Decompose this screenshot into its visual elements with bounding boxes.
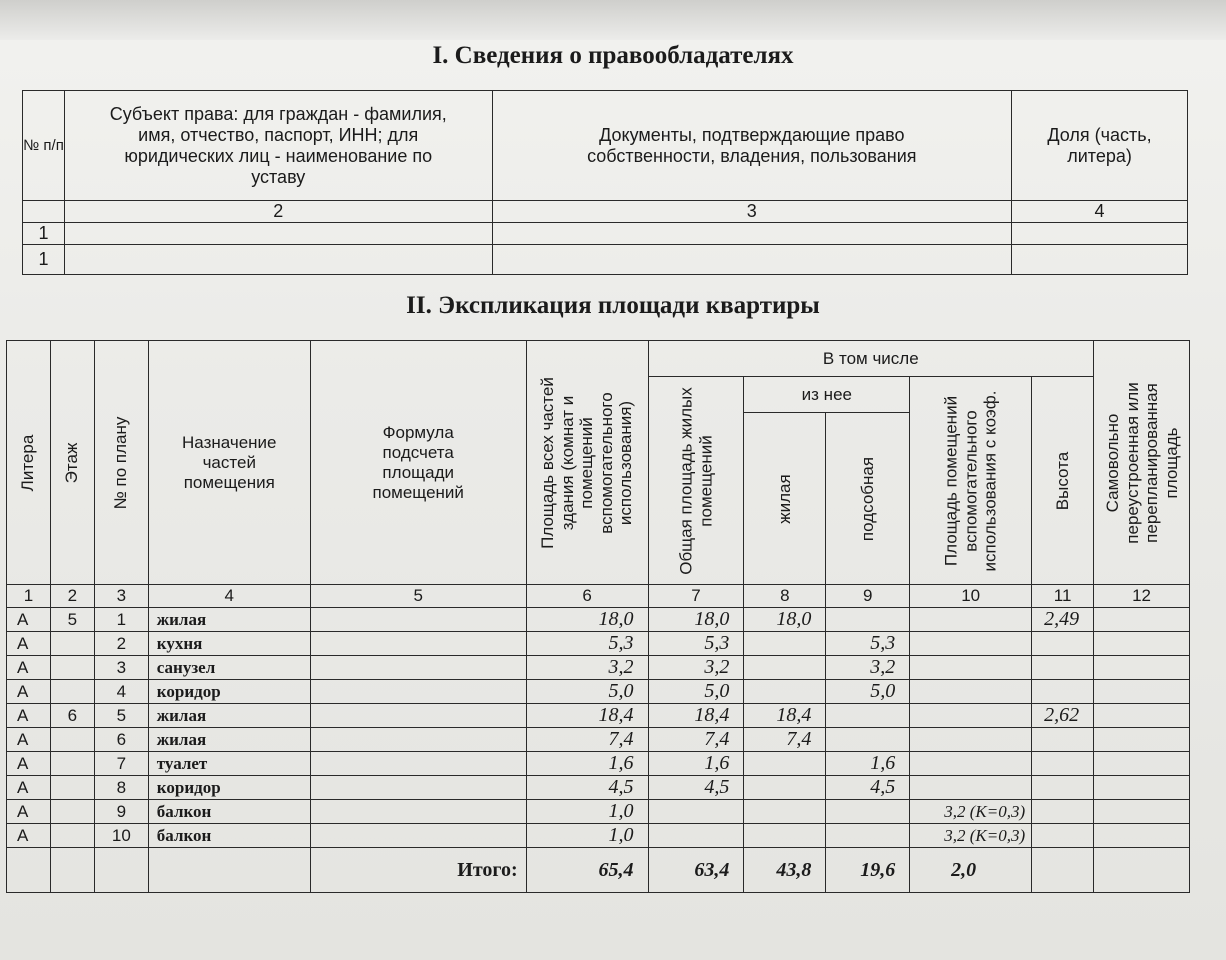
cell-purpose: кухня: [148, 632, 310, 656]
cell-rebuilt: [1094, 728, 1190, 752]
colnum: 9: [826, 585, 910, 608]
cell-height: [1032, 656, 1094, 680]
cell-aux-area: [910, 680, 1032, 704]
cell-aux-area: [910, 608, 1032, 632]
cell-litera: А: [7, 752, 51, 776]
header-documents: Документы, подтверждающие право собственности, владения, пользования: [492, 91, 1012, 201]
cell-formula: [310, 776, 526, 800]
header-total-living: Общая площадь жилых помещений: [648, 377, 744, 585]
explication-table: [6, 340, 1190, 893]
cell-aux-area: 3,2 (K=0,3): [910, 824, 1032, 848]
colnum: 2: [50, 585, 94, 608]
table-row: [7, 776, 1190, 800]
cell-total: 5,3: [648, 632, 744, 656]
cell-total: 3,2: [648, 656, 744, 680]
cell-area: 1,0: [526, 800, 648, 824]
cell-living: [744, 632, 826, 656]
cell-no: 1: [94, 608, 148, 632]
colnum: 11: [1032, 585, 1094, 608]
cell-rebuilt: [1094, 776, 1190, 800]
table-row: [7, 632, 1190, 656]
cell-formula: [310, 608, 526, 632]
cell-floor: [50, 752, 94, 776]
cell-area: 18,0: [526, 608, 648, 632]
cell-area: 1,0: [526, 824, 648, 848]
cell-no: 6: [94, 728, 148, 752]
cell-no: 2: [94, 632, 148, 656]
cell-area: 1,6: [526, 752, 648, 776]
cell-rebuilt: [1094, 800, 1190, 824]
header-auxiliary: подсобная: [826, 413, 910, 585]
table-row: [7, 704, 1190, 728]
colnum: 12: [1094, 585, 1190, 608]
cell-total: 18,4: [648, 704, 744, 728]
cell-living: 18,0: [744, 608, 826, 632]
cell-floor: [50, 680, 94, 704]
cell-no: 5: [94, 704, 148, 728]
cell-floor: 6: [50, 704, 94, 728]
table-row: [7, 656, 1190, 680]
header-purpose: Назначение частей помещения: [148, 341, 310, 585]
owner-row-share: [1012, 223, 1188, 245]
cell-aux: [826, 824, 910, 848]
table-row: [7, 680, 1190, 704]
cell-purpose: балкон: [148, 800, 310, 824]
cell-no: 4: [94, 680, 148, 704]
cell-area: 5,3: [526, 632, 648, 656]
total-aux-area: 2,0: [910, 848, 1032, 893]
cell-rebuilt: [1094, 824, 1190, 848]
cell-living: [744, 752, 826, 776]
cell-height: [1032, 776, 1094, 800]
total-cell-empty: [50, 848, 94, 893]
colnum-4: 4: [1012, 201, 1188, 223]
cell-area: 5,0: [526, 680, 648, 704]
table-row: [7, 752, 1190, 776]
cell-living: 18,4: [744, 704, 826, 728]
cell-rebuilt: [1094, 704, 1190, 728]
cell-litera: А: [7, 656, 51, 680]
cell-aux: 5,0: [826, 680, 910, 704]
cell-litera: А: [7, 824, 51, 848]
cell-no: 10: [94, 824, 148, 848]
cell-area: 18,4: [526, 704, 648, 728]
cell-total: 5,0: [648, 680, 744, 704]
total-living-area: 63,4: [648, 848, 744, 893]
owners-table: [22, 90, 1188, 275]
total-cell-empty: [148, 848, 310, 893]
cell-rebuilt: [1094, 608, 1190, 632]
cell-aux: 1,6: [826, 752, 910, 776]
section1-title: I. Сведения о правообладателях: [432, 42, 794, 69]
cell-litera: А: [7, 608, 51, 632]
cell-living: [744, 656, 826, 680]
cell-height: 2,49: [1032, 608, 1094, 632]
cell-aux-area: [910, 728, 1032, 752]
cell-aux-area: [910, 704, 1032, 728]
cell-formula: [310, 752, 526, 776]
cell-living: [744, 824, 826, 848]
owner-row-share: [1012, 245, 1188, 275]
cell-floor: [50, 728, 94, 752]
cell-litera: А: [7, 776, 51, 800]
cell-purpose: балкон: [148, 824, 310, 848]
header-height: Высота: [1032, 377, 1094, 585]
cell-litera: А: [7, 800, 51, 824]
header-of-which: из нее: [744, 377, 910, 413]
cell-total: 4,5: [648, 776, 744, 800]
cell-formula: [310, 632, 526, 656]
cell-purpose: коридор: [148, 680, 310, 704]
cell-total: [648, 824, 744, 848]
colnum: 8: [744, 585, 826, 608]
cell-living: 7,4: [744, 728, 826, 752]
owner-row-documents: [492, 245, 1012, 275]
header-living: жилая: [744, 413, 826, 585]
cell-aux-area: 3,2 (K=0,3): [910, 800, 1032, 824]
colnum: 5: [310, 585, 526, 608]
cell-total: 7,4: [648, 728, 744, 752]
colnum: 1: [7, 585, 51, 608]
cell-area: 3,2: [526, 656, 648, 680]
cell-living: [744, 776, 826, 800]
cell-floor: [50, 776, 94, 800]
header-floor: Этаж: [50, 341, 94, 585]
colnum-1: [23, 201, 65, 223]
cell-aux: 4,5: [826, 776, 910, 800]
cell-purpose: жилая: [148, 608, 310, 632]
total-aux: 19,6: [826, 848, 910, 893]
cell-living: [744, 680, 826, 704]
cell-no: 3: [94, 656, 148, 680]
owner-row-documents: [492, 223, 1012, 245]
cell-litera: А: [7, 728, 51, 752]
cell-floor: [50, 632, 94, 656]
cell-formula: [310, 728, 526, 752]
cell-aux: 5,3: [826, 632, 910, 656]
cell-floor: [50, 656, 94, 680]
owner-row-num: 1: [23, 245, 65, 275]
cell-litera: А: [7, 704, 51, 728]
cell-purpose: коридор: [148, 776, 310, 800]
cell-total: 1,6: [648, 752, 744, 776]
cell-aux: 3,2: [826, 656, 910, 680]
colnum-3: 3: [492, 201, 1012, 223]
cell-height: 2,62: [1032, 704, 1094, 728]
cell-aux: [826, 704, 910, 728]
owner-row-subject: [64, 245, 492, 275]
cell-aux-area: [910, 776, 1032, 800]
cell-height: [1032, 752, 1094, 776]
colnum: 6: [526, 585, 648, 608]
header-litera: Литера: [7, 341, 51, 585]
header-num: № п/п: [23, 91, 65, 201]
table-row: [7, 824, 1190, 848]
cell-living: [744, 800, 826, 824]
total-cell-empty: [94, 848, 148, 893]
header-share: Доля (часть, литера): [1012, 91, 1188, 201]
cell-purpose: туалет: [148, 752, 310, 776]
colnum: 10: [910, 585, 1032, 608]
table-row: [7, 800, 1190, 824]
cell-floor: 5: [50, 608, 94, 632]
header-subject: Субъект права: для граждан - фамилия, имя, отчество, паспорт, ИНН; для юридических лиц - наименование по уставу: [64, 91, 492, 201]
cell-rebuilt: [1094, 752, 1190, 776]
header-including: В том числе: [648, 341, 1094, 377]
cell-floor: [50, 800, 94, 824]
cell-formula: [310, 656, 526, 680]
cell-aux-area: [910, 632, 1032, 656]
owner-row-subject: [64, 223, 492, 245]
cell-floor: [50, 824, 94, 848]
header-plan-no: № по плану: [94, 341, 148, 585]
cell-aux: [826, 800, 910, 824]
cell-area: 4,5: [526, 776, 648, 800]
cell-height: [1032, 800, 1094, 824]
cell-aux: [826, 608, 910, 632]
cell-aux-area: [910, 752, 1032, 776]
header-rebuilt: Самовольно переустроенная или перепланированная площадь: [1094, 341, 1190, 585]
total-row: [7, 848, 1190, 893]
total-living: 43,8: [744, 848, 826, 893]
cell-aux: [826, 728, 910, 752]
total-cell-empty: [7, 848, 51, 893]
cell-rebuilt: [1094, 680, 1190, 704]
cell-area: 7,4: [526, 728, 648, 752]
cell-no: 8: [94, 776, 148, 800]
cell-litera: А: [7, 632, 51, 656]
header-aux-area: Площадь помещений вспомогательного использования с коэф.: [910, 377, 1032, 585]
page-fold-shadow: [0, 0, 1226, 40]
total-label: Итого:: [310, 848, 526, 893]
cell-height: [1032, 680, 1094, 704]
section2-title: II. Экспликация площади квартиры: [406, 292, 820, 319]
cell-purpose: санузел: [148, 656, 310, 680]
colnum: 7: [648, 585, 744, 608]
cell-formula: [310, 824, 526, 848]
owner-row-num: 1: [23, 223, 65, 245]
cell-litera: А: [7, 680, 51, 704]
colnum-2: 2: [64, 201, 492, 223]
cell-aux-area: [910, 656, 1032, 680]
colnum: 4: [148, 585, 310, 608]
cell-formula: [310, 800, 526, 824]
table-row: [7, 608, 1190, 632]
cell-total: 18,0: [648, 608, 744, 632]
cell-height: [1032, 632, 1094, 656]
header-formula: Формула подсчета площади помещений: [310, 341, 526, 585]
header-area-all: Площадь всех частей здания (комнат и помещений вспомогательного использования): [526, 341, 648, 585]
cell-purpose: жилая: [148, 728, 310, 752]
cell-formula: [310, 704, 526, 728]
cell-rebuilt: [1094, 656, 1190, 680]
total-area: 65,4: [526, 848, 648, 893]
cell-height: [1032, 824, 1094, 848]
cell-formula: [310, 680, 526, 704]
cell-purpose: жилая: [148, 704, 310, 728]
cell-rebuilt: [1094, 632, 1190, 656]
table-row: [7, 728, 1190, 752]
cell-no: 9: [94, 800, 148, 824]
total-cell-empty: [1032, 848, 1094, 893]
cell-total: [648, 800, 744, 824]
total-cell-empty: [1094, 848, 1190, 893]
cell-height: [1032, 728, 1094, 752]
cell-no: 7: [94, 752, 148, 776]
colnum: 3: [94, 585, 148, 608]
